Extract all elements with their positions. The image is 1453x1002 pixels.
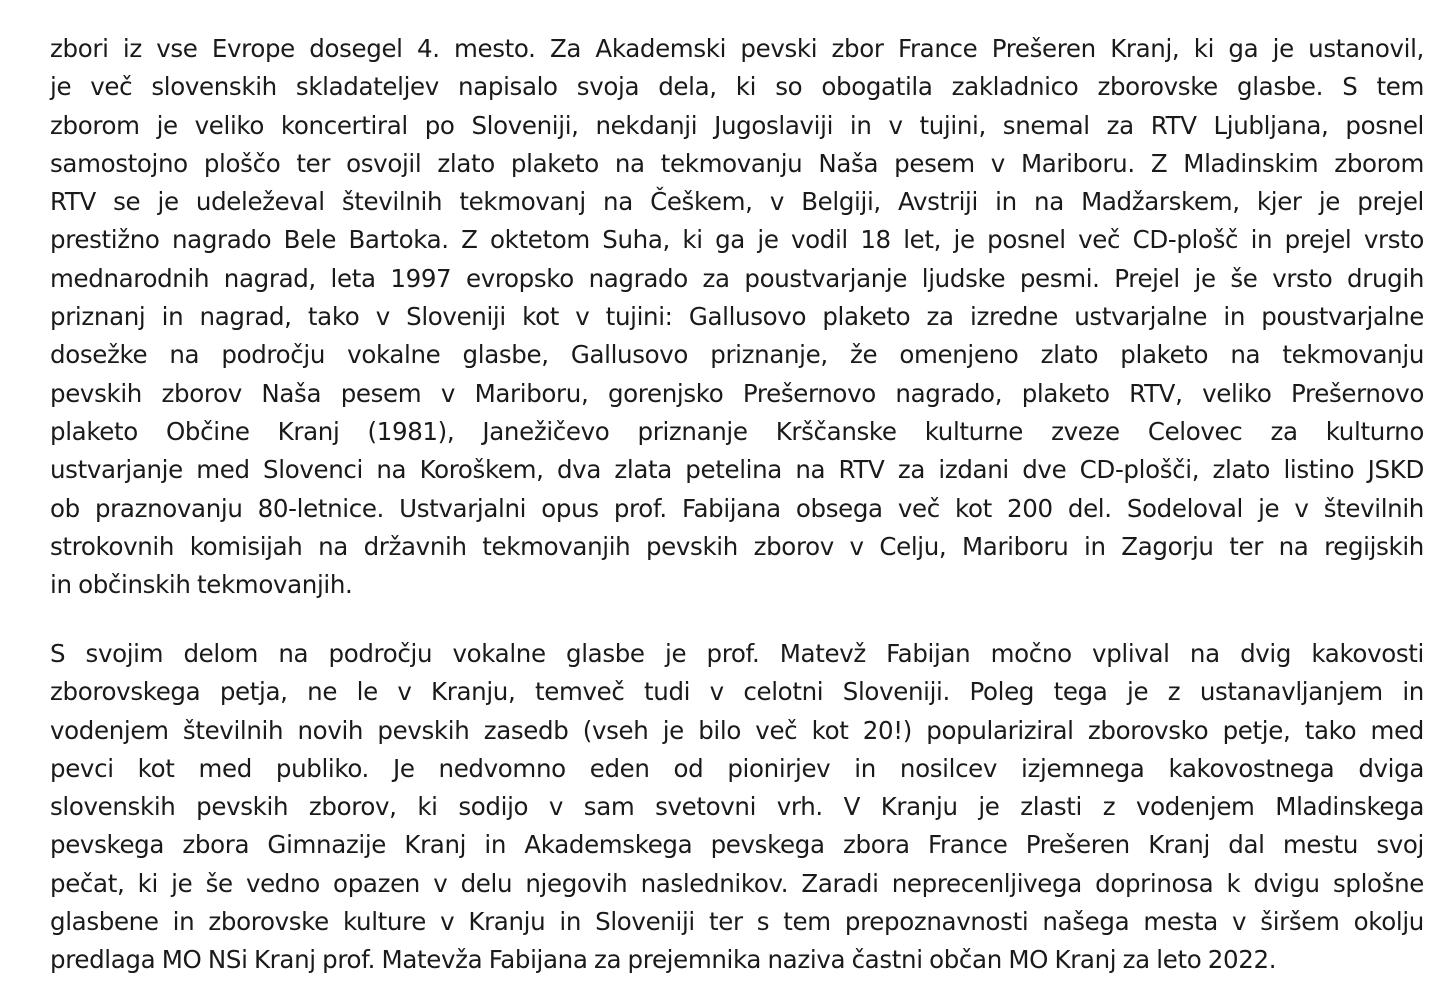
text-line: samostojno ploščo ter osvojil zlato plaketo na tekmovanju Naša pesem v Mariboru. Z Mladinskim zborom — [50, 148, 1424, 178]
text-line: priznanj in nagrad, tako v Sloveniji kot v tujini: Gallusovo plaketo za izredne ustvarjalne in poustvarjalne — [50, 302, 1424, 332]
text-line: pevskih zborov Naša pesem v Mariboru, gorenjsko Prešernovo nagrado, plaketo RTV, veliko Prešernovo — [50, 378, 1424, 408]
text-line: glasbene in zborovske kulture v Kranju in Sloveniji ter s tem prepoznavnosti našega mesta v širšem okolju — [50, 907, 1424, 937]
text-line: ustvarjanje med Slovenci na Koroškem, dva zlata petelina na RTV za izdani dve CD-plošči, zlato listino JSKD — [50, 455, 1424, 485]
text-line: zborovskega petja, ne le v Kranju, temveč tudi v celotni Sloveniji. Poleg tega je z ustanavljanjem in — [50, 677, 1424, 707]
text-line: zbori iz vse Evrope dosegel 4. mesto. Za Akademski pevski zbor France Prešeren Kranj, ki ga je ustanovil, — [50, 34, 1424, 63]
text-line: ob praznovanju 80-letnice. Ustvarjalni opus prof. Fabijana obsega več kot 200 del. Sodeloval je v številnih — [50, 493, 1424, 523]
text-line: dosežke na področju vokalne glasbe, Gallusovo priznanje, že omenjeno zlato plaketo na tekmovanju — [50, 340, 1424, 370]
text-line: RTV se je udeleževal številnih tekmovanj na Češkem, v Belgiji, Avstriji in na Madžarskem, kjer je prejel — [50, 187, 1424, 217]
text-line: prestižno nagrado Bele Bartoka. Z oktetom Suha, ki ga je vodil 18 let, je posnel več CD-plošč in prejel vrsto — [50, 225, 1424, 255]
text-line: je več slovenskih skladateljev napisalo svoja dela, ki so obogatila zakladnico zborovske glasbe. S tem — [50, 72, 1424, 102]
text-line: pevci kot med publiko. Je nedvomno eden od pionirjev in nosilcev izjemnega kakovostnega dviga — [50, 753, 1424, 783]
text-line: pevskega zbora Gimnazije Kranj in Akademskega pevskega zbora France Prešeren Kranj dal mestu svoj — [50, 830, 1424, 860]
text-line: slovenskih pevskih zborov, ki sodijo v sam svetovni vrh. V Kranju je zlasti z vodenjem Mladinskega — [50, 792, 1424, 822]
paragraph-biography — [50, 30, 1424, 604]
text-line: strokovnih komisijah na državnih tekmovanjih pevskih zborov v Celju, Mariboru in Zagorju ter na regijskih — [50, 531, 1424, 561]
text-line: predlaga MO NSi Kranj prof. Matevža Fabijana za prejemnika naziva častni občan MO Kranj za leto 2022. — [50, 945, 1277, 975]
text-line: zborom je veliko koncertiral po Sloveniji, nekdanji Jugoslaviji in v tujini, snemal za RTV Ljubljana, posnel — [50, 110, 1424, 140]
text-line: pečat, ki je še vedno opazen v delu njegovih naslednikov. Zaradi neprecenljivega doprinosa k dvigu splošne — [50, 868, 1424, 898]
text-line: mednarodnih nagrad, leta 1997 evropsko nagrado za poustvarjanje ljudske pesmi. Prejel je še vrsto drugih — [50, 263, 1424, 293]
text-line: vodenjem številnih novih pevskih zasedb (vseh je bilo več kot 20!) populariziral zborovsko petje, tako med — [50, 715, 1424, 745]
text-line: plaketo Občine Kranj (1981), Janežičevo priznanje Krščanske kulturne zveze Celovec za kulturno — [50, 416, 1424, 446]
text-line: S svojim delom na področju vokalne glasbe je prof. Matevž Fabijan močno vplival na dvig kakovosti — [50, 639, 1424, 668]
paragraph-nomination — [50, 635, 1424, 980]
text-line: in občinskih tekmovanjih. — [50, 570, 353, 600]
